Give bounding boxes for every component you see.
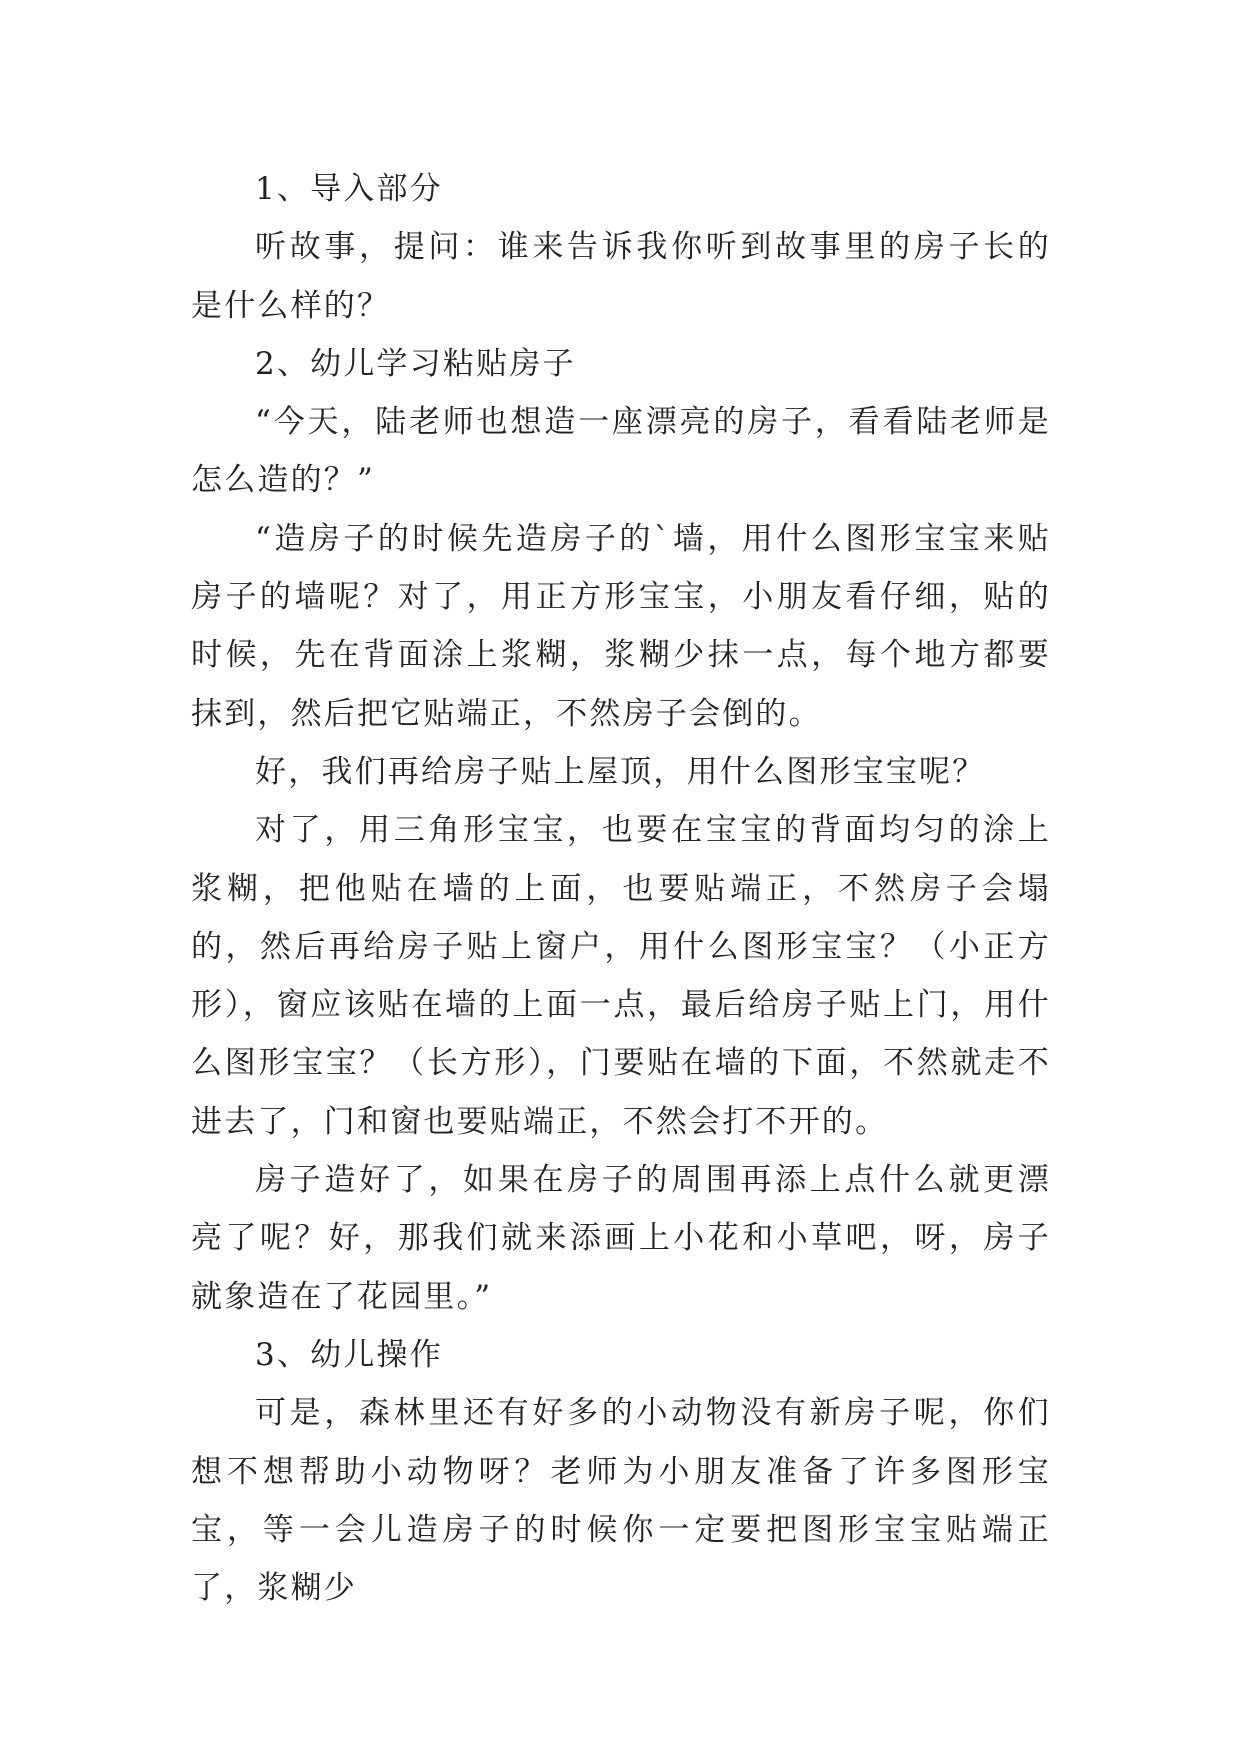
paragraph-build-wall: “造房子的时候先造房子的`墙，用什么图形宝宝来贴房子的墙呢？对了，用正方形宝宝，小朋友看仔细，贴的时候，先在背面涂上浆糊，浆糊少抹一点，每个地方都要抹到，然后把它贴端正，不然房子会倒的。 <box>191 520 1051 732</box>
section-heading-learn-pasting: 2、幼儿学习粘贴房子 <box>255 345 576 382</box>
section-heading-child-operation: 3、幼儿操作 <box>255 1336 443 1373</box>
paragraph-teacher-intro: “今天，陆老师也想造一座漂亮的房子，看看陆老师是怎么造的？” <box>191 404 1051 499</box>
paragraph-listen-story: 听故事，提问：谁来告诉我你听到故事里的房子长的是什么样的？ <box>191 229 1051 324</box>
section-heading-introduction: 1、导入部分 <box>255 171 443 207</box>
paragraph-help-animals: 可是，森林里还有好多的小动物没有新房子呢，你们想不想帮助小动物呀？老师为小朋友准备了许多图形宝宝，等一会儿造房子的时候你一定要把图形宝宝贴端正了，浆糊少 <box>191 1395 1051 1607</box>
paragraph-roof-question: 好，我们再给房子贴上屋顶，用什么图形宝宝呢？ <box>255 753 986 790</box>
paragraph-roof-window-door: 对了，用三角形宝宝，也要在宝宝的背面均匀的涂上浆糊，把他贴在墙的上面，也要贴端正，不然房子会塌的，然后再给房子贴上窗户，用什么图形宝宝？（小正方形），窗应该贴在墙的上面一点，最后给房子贴上门，用什么图形宝宝？（长方形），门要贴在墙的下面，不然就走不进去了，门和窗也要贴端正，不然会打不开的。 <box>191 812 1051 1140</box>
document-body <box>191 160 1051 1617</box>
paragraph-decorate-garden: 房子造好了，如果在房子的周围再添上点什么就更漂亮了呢？好，那我们就来添画上小花和小草吧，呀，房子就象造在了花园里。” <box>191 1162 1051 1315</box>
